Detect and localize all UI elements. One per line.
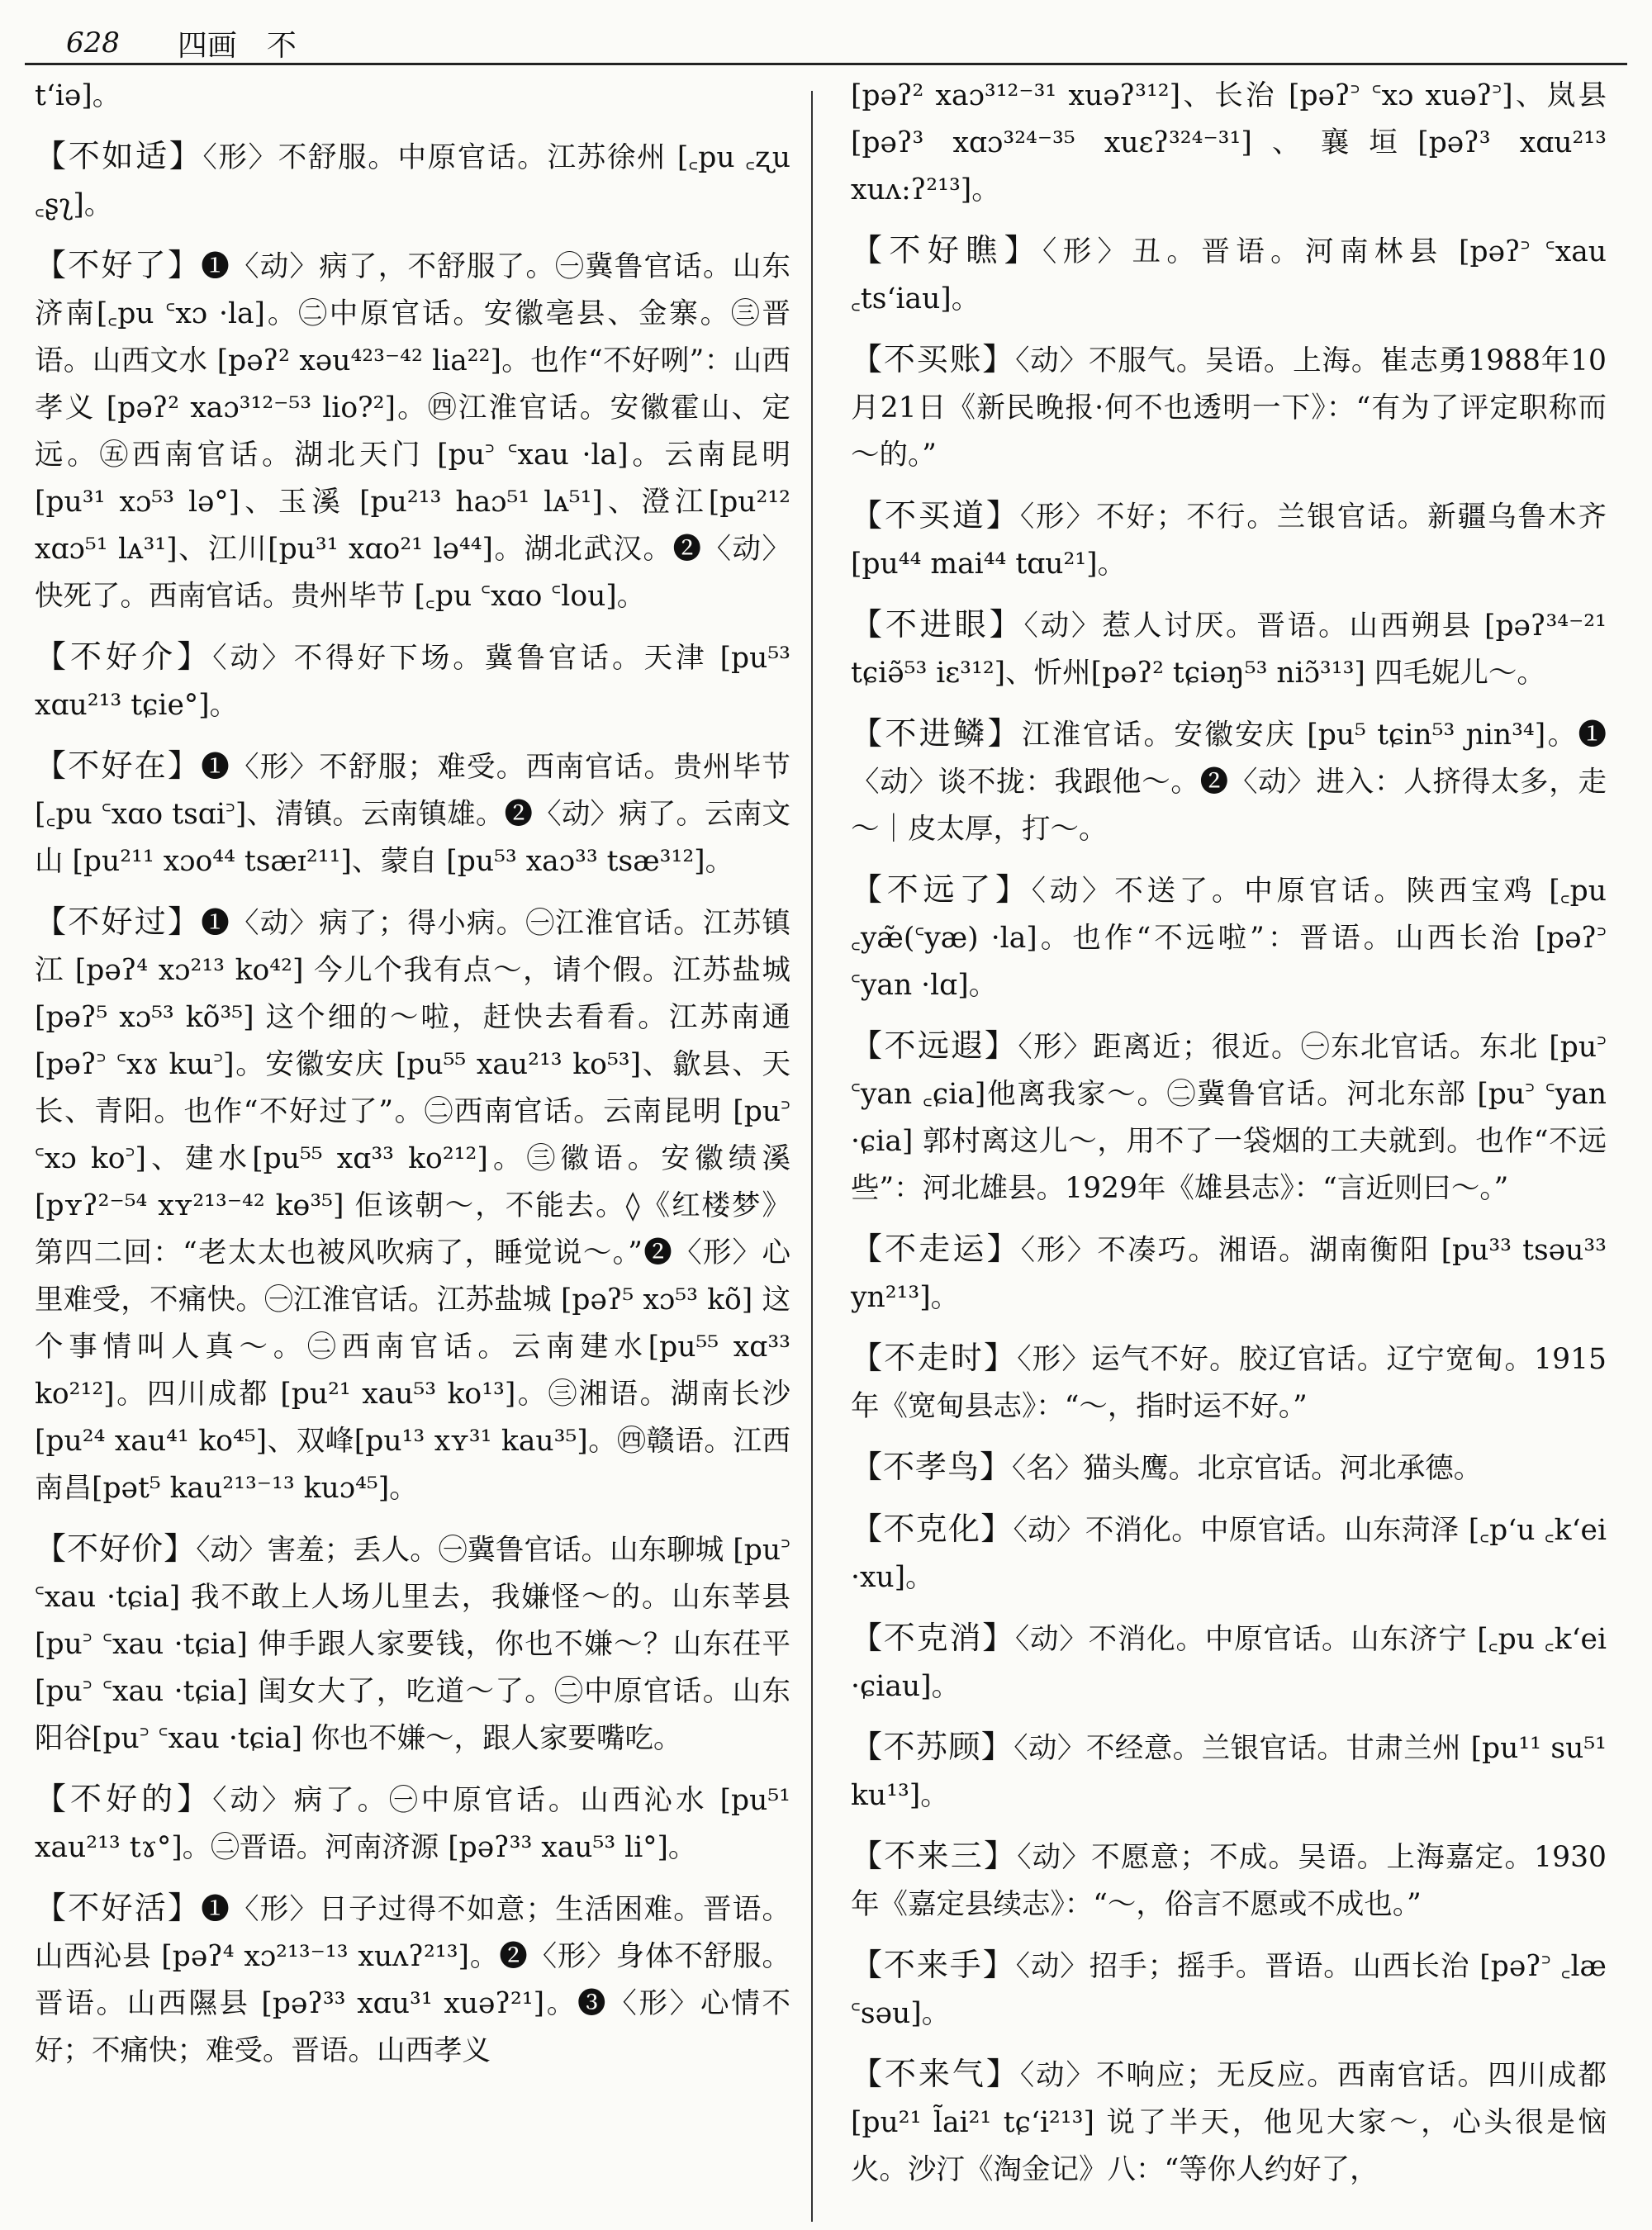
dictionary-entry (851, 1506, 1607, 1601)
dictionary-entry (35, 743, 790, 885)
continuation-text: [pəʔ² xaɔ³¹²⁻³¹ xuəʔ³¹²]、长治 [pəʔ꜄ ꜂xɔ xuəʔ꜄]、岚县[pəʔ³ xɑɔ³²⁴⁻³⁵ xuɛʔ³²⁴⁻³¹]、襄垣[pəʔ³ xɑu²¹³ xuʌ:ʔ²¹³]。 (851, 79, 1607, 206)
entry-headword: 【不好在】 (35, 747, 202, 784)
dictionary-entry (851, 336, 1607, 479)
entry-definition: 〈形〉运气不好。胶辽官话。辽宁宽甸。1915年《宽甸县志》：“～，指时运不好。” (851, 1343, 1607, 1423)
entry-definition: 〈名〉猫头鹰。北京官话。河北承德。 (1012, 1452, 1483, 1485)
entry-headword: 【不好价】 (35, 1530, 197, 1567)
dictionary-entry (851, 492, 1607, 588)
entry-headword: 【不孝鸟】 (851, 1449, 1013, 1485)
entry-headword: 【不克化】 (851, 1511, 1014, 1547)
entry-headword: 【不克消】 (851, 1620, 1015, 1656)
entry-definition: 〈动〉不送了。中原官话。陕西宝鸡 [꜀pu ꜀yæ̃(꜂yæ) ·la]。也作“不远啦”：晋语。山西长治 [pəʔ꜄ ꜂yan ·lɑ]。 (851, 875, 1607, 1002)
entry-definition: 〈形〉不好；不行。兰银官话。新疆乌鲁木齐 [pu⁴⁴ mai⁴⁴ tɑu²¹]。 (851, 501, 1607, 581)
entry-headword: 【不好了】 (35, 247, 202, 283)
dictionary-entry (35, 899, 790, 1512)
entry-definition: ❶〈形〉日子过得不如意；生活困难。晋语。山西沁县 [pəʔ⁴ xɔ²¹³⁻¹³ xuʌʔ²¹³]。❷〈形〉身体不舒服。晋语。山西隰县 [pəʔ³³ xɑu³¹ xuəʔ²¹]。❸〈形〉心情不好；不痛快；难受。晋语。山西孝义 (35, 1893, 790, 2067)
dictionary-entry (851, 1942, 1607, 2038)
entry-headword: 【不好介】 (35, 638, 213, 675)
entry-headword: 【不进鳞】 (851, 715, 1022, 752)
entry-definition: 〈动〉不服气。吴语。上海。崔志勇1988年10月21日《新民晚报·何不也透明一下》：“有为了评定职称而～的。” (851, 344, 1607, 472)
section-title: 四画 不 (177, 28, 297, 63)
entry-definition: 江淮官话。安徽安庆 [pu⁵ tɕin⁵³ ɲin³⁴]。❶〈动〉谈不拢：我跟他～。❷〈动〉进入：人挤得太多，走～｜皮太厚，打～。 (851, 719, 1607, 846)
dictionary-entry (851, 227, 1607, 323)
entry-definition: ❶〈动〉病了；得小病。㊀江淮官话。江苏镇江 [pəʔ⁴ xɔ²¹³ ko⁴²] 今儿个我有点～，请个假。江苏盐城 [pəʔ⁵ xɔ⁵³ kõ³⁵] 这个细的～啦，赶快去看看。江苏南通 [pəʔ꜄ ꜂xɤ kɯ꜄]。安徽安庆 [pu⁵⁵ xau²¹³ ko⁵³]、歙县、天长、青阳。也作“不好过了”。㊁西南官话。云南昆明 [pu꜄ ꜂xɔ ko꜄]、建水[pu⁵⁵ xɑ³³ ko²¹²]。㊂徽语。安徽绩溪 [pʏʔ²⁻⁵⁴ xʏ²¹³⁻⁴² kɵ³⁵] 佢该朝～，不能去。◊《红楼梦》第四二回：“老太太也被风吹病了，睡觉说～。”❷〈形〉心里难受，不痛快。㊀江淮官话。江苏盐城 [pəʔ⁵ xɔ⁵³ kõ] 这个事情叫人真～。㊁西南官话。云南建水[pu⁵⁵ xɑ³³ ko²¹²]。四川成都 [pu²¹ xau⁵³ ko¹³]。㊂湘语。湖南长沙 [pu²⁴ xau⁴¹ ko⁴⁵]、双峰[pu¹³ xʏ³¹ kau³⁵]。㊃赣语。江西南昌[pət⁵ kau²¹³⁻¹³ kuɔ⁴⁵]。 (35, 907, 790, 1505)
entry-headword: 【不走时】 (851, 1340, 1018, 1376)
entry-headword: 【不走运】 (851, 1231, 1021, 1267)
entry-definition: 〈动〉招手；摇手。晋语。山西长治 [pəʔ꜄ ꜀læ ꜂səu]。 (851, 1950, 1607, 2030)
dictionary-entry (35, 1885, 790, 2075)
entry-headword: 【不苏顾】 (851, 1729, 1014, 1765)
entry-headword: 【不来气】 (851, 2056, 1020, 2092)
entry-headword: 【不好活】 (35, 1890, 202, 1926)
dictionary-entry (851, 1833, 1607, 1929)
entry-definition: 〈动〉不经意。兰银官话。甘肃兰州 [pu¹¹ su⁵¹ ku¹³]。 (851, 1732, 1607, 1812)
entry-definition: 〈动〉害羞；丢人。㊀冀鲁官话。山东聊城 [pu꜄ ꜂xau ·tɕia] 我不敢上人场儿里去，我嫌怪～的。山东莘县 [pu꜄ ꜂xau ·tɕia] 伸手跟人家要钱，你也不嫌～？山东茌平[pu꜄ ꜂xau ·tɕia] 闺女大了，吃道～了。㊁中原官话。山东阳谷[pu꜄ ꜂xau ·tɕia] 你也不嫌～，跟人家要嘴吃。 (35, 1534, 790, 1755)
entry-headword: 【不如适】 (35, 138, 203, 174)
dictionary-entry (851, 1226, 1607, 1321)
dictionary-entry (851, 1615, 1607, 1710)
right-column (851, 73, 1607, 2207)
dictionary-entry (851, 1724, 1607, 1820)
entry-definition: 〈形〉距离近；很近。㊀东北官话。东北 [pu꜄ ꜂yan ꜀ɕia]他离我家～。㊁冀鲁官话。河北东部 [pu꜄ ꜂yan ·ɕia] 郭村离这儿～，用不了一袋烟的工夫就到。也作“不远些”：河北雄县。1929年《雄县志》：“言近则曰～。” (851, 1031, 1607, 1205)
dictionary-entry (35, 1525, 790, 1763)
entry-definition: 〈动〉不愿意；不成。吴语。上海嘉定。1930年《嘉定县续志》：“～，俗言不愿或不成也。” (851, 1841, 1607, 1921)
column-divider (811, 91, 813, 2222)
continuation-text: t‘iə]。 (35, 79, 121, 112)
dictionary-entry (851, 866, 1607, 1009)
entry-headword: 【不远了】 (851, 871, 1032, 908)
page-header (33, 18, 1619, 68)
entry-headword: 【不来手】 (851, 1947, 1016, 1983)
entry-headword: 【不好的】 (35, 1781, 213, 1817)
dictionary-entry (851, 710, 1607, 853)
entry-definition: 〈动〉惹人讨厌。晋语。山西朔县 [pəʔ³⁴⁻²¹ tɕiə̃⁵³ iɛ³¹²]、忻州[pəʔ² tɕiəŋ⁵³ niɔ̃³¹³] 四毛妮儿～。 (851, 610, 1607, 690)
dictionary-entry (35, 633, 790, 729)
entry-definition: 〈动〉不响应；无反应。西南官话。四川成都[pu²¹ l̃ai²¹ tɕ‘i²¹³] 说了半天，他见大家～，心头很是恼火。沙汀《淘金记》八：“等你人约好了， (851, 2059, 1607, 2186)
header-rule (25, 63, 1627, 65)
entry-headword: 【不好瞧】 (851, 232, 1043, 268)
entry-headword: 【不买账】 (851, 341, 1016, 377)
dictionary-entry (35, 242, 790, 620)
entry-headword: 【不来三】 (851, 1838, 1018, 1874)
entry-headword: 【不好过】 (35, 904, 202, 940)
dictionary-entry (851, 1022, 1607, 1212)
entry-headword: 【不买道】 (851, 497, 1020, 534)
dictionary-entry (35, 133, 790, 229)
dictionary-entry (35, 1776, 790, 1872)
entry-headword: 【不进眼】 (851, 606, 1024, 643)
entry-definition: 〈动〉不消化。中原官话。山东济宁 [꜀pu ꜀k‘ei ·ɕiau]。 (851, 1623, 1607, 1703)
dictionary-entry (851, 601, 1607, 697)
left-column (35, 73, 790, 2088)
entry-definition: ❶〈动〉病了，不舒服了。㊀冀鲁官话。山东济南[꜀pu ꜂xɔ ·la]。㊁中原官话。安徽亳县、金寨。㊂晋语。山西文水 [pəʔ² xəu⁴²³⁻⁴² lia²²]。也作“不好咧”：山西孝义 [pəʔ² xaɔ³¹²⁻⁵³ lio?²]。㊃江淮官话。安徽霍山、定远。㊄西南官话。湖北天门 [pu꜄ ꜂xau ·la]。云南昆明 [pu³¹ xɔ⁵³ lə°]、玉溪 [pu²¹³ haɔ⁵¹ lᴀ⁵¹]、澄江[pu²¹² xɑɔ⁵¹ lᴀ³¹]、江川[pu³¹ xɑo²¹ lə⁴⁴]。湖北武汉。❷〈动〉快死了。西南官话。贵州毕节 [꜀pu ꜂xɑo ꜂lou]。 (35, 250, 790, 613)
entry-definition: 〈动〉不消化。中原官话。山东菏泽 [꜀p‘u ꜀k‘ei ·xu]。 (851, 1514, 1607, 1594)
entry-headword: 【不远遐】 (851, 1027, 1018, 1064)
dictionary-entry (851, 1444, 1607, 1492)
entry-definition: 〈形〉丑。晋语。河南林县 [pəʔ꜄ ꜂xau ꜀ts‘iau]。 (851, 235, 1607, 316)
entry-definition: 〈形〉不凑巧。湘语。湖南衡阳 [pu³³ tsəu³³ yn²¹³]。 (851, 1234, 1607, 1314)
entry-definition: 〈动〉病了。㊀中原官话。山西沁水 [pu⁵¹ xau²¹³ tɤ°]。㊁晋语。河南济源 [pəʔ³³ xau⁵³ li°]。 (35, 1784, 790, 1864)
entry-definition: 〈动〉不得好下场。冀鲁官话。天津 [pu⁵³ xɑu²¹³ tɕie°]。 (35, 642, 790, 722)
dictionary-entry (851, 2051, 1607, 2194)
entry-definition: 〈形〉不舒服。中原官话。江苏徐州 [꜀pu ꜀ʐu ꜀ʂʅ]。 (35, 141, 790, 221)
page-number: 628 (66, 26, 120, 59)
entry-definition: ❶〈形〉不舒服；难受。西南官话。贵州毕节 [꜀pu ꜂xɑo tsɑi꜄]、清镇。云南镇雄。❷〈动〉病了。云南文山 [pu²¹¹ xɔo⁴⁴ tsæɪ²¹¹]、蒙自 [pu⁵³ xaɔ³³ tsæ³¹²]。 (35, 751, 790, 878)
dictionary-entry (851, 1335, 1607, 1431)
